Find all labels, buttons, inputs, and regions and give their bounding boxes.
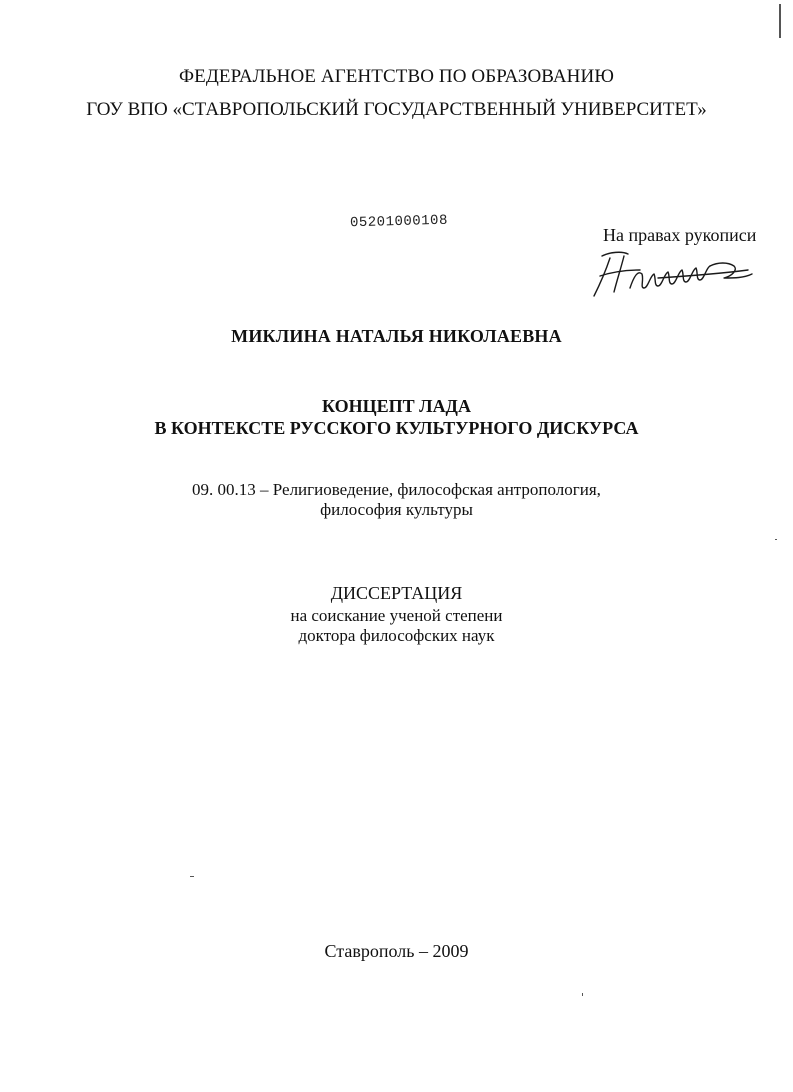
degree-line-1: на соискание ученой степени xyxy=(290,606,503,625)
agency-name: ФЕДЕРАЛЬНОЕ АГЕНТСТВО ПО ОБРАЗОВАНИЮ xyxy=(179,66,614,87)
document-type: ДИССЕРТАЦИЯ xyxy=(330,583,463,603)
dissertation-title-line-2: В КОНТЕКСТЕ РУССКОГО КУЛЬТУРНОГО ДИСКУРСА xyxy=(154,418,639,438)
dissertation-title-line-1: КОНЦЕПТ ЛАДА xyxy=(322,396,471,416)
scan-speck xyxy=(582,993,583,996)
manuscript-note: На правах рукописи xyxy=(603,225,757,245)
scan-speck xyxy=(190,876,194,877)
scan-edge-mark xyxy=(779,4,781,38)
specialty-line-2: философия культуры xyxy=(320,500,473,519)
degree-line-2: доктора философских наук xyxy=(298,626,495,645)
author-name: МИКЛИНА НАТАЛЬЯ НИКОЛАЕВНА xyxy=(231,326,562,346)
scan-speck xyxy=(775,539,777,540)
city-and-year: Ставрополь – 2009 xyxy=(324,941,469,961)
university-name: ГОУ ВПО «СТАВРОПОЛЬСКИЙ ГОСУДАРСТВЕННЫЙ УНИВЕРСИТЕТ» xyxy=(86,99,707,120)
library-stamp-number: 05201000108 xyxy=(349,212,449,232)
handwritten-signature xyxy=(588,248,758,300)
specialty-line-1: 09. 00.13 – Религиоведение, философская антропология, xyxy=(192,480,601,499)
